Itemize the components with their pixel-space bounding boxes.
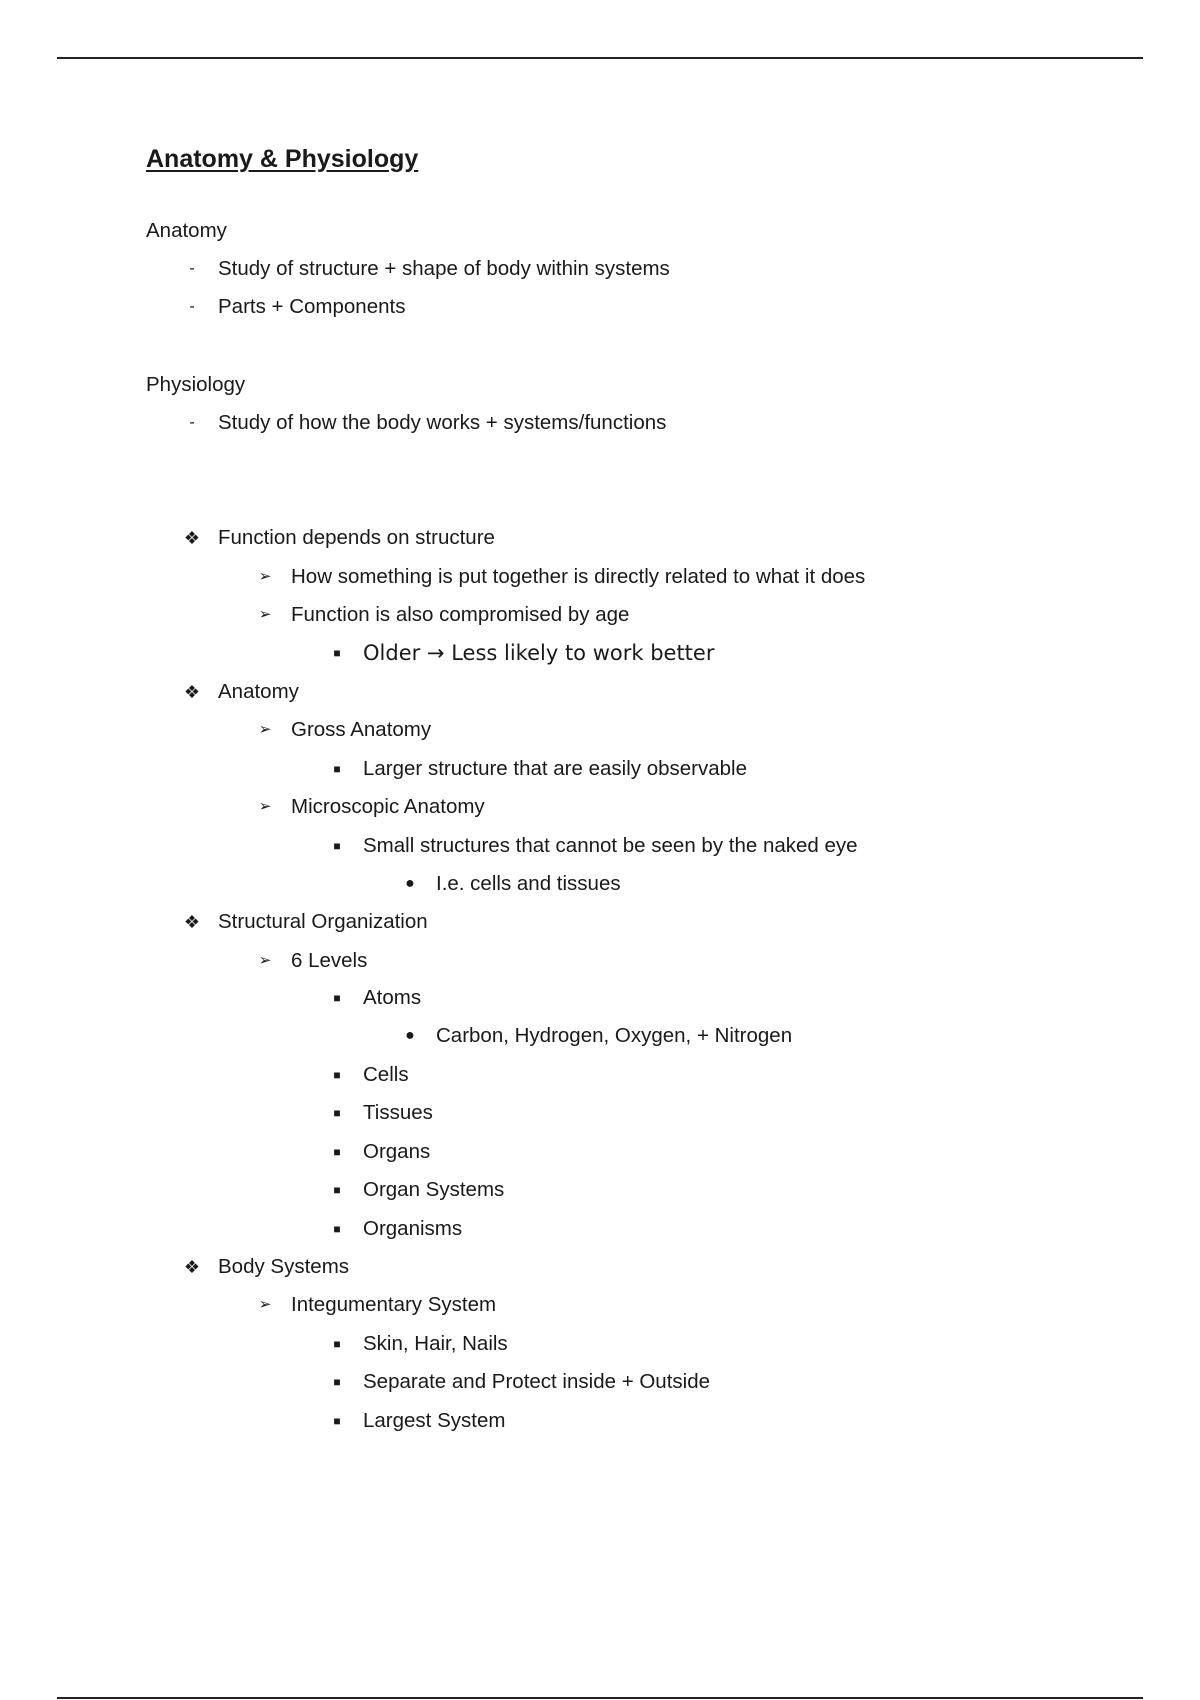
physiology-heading: Physiology <box>146 373 246 396</box>
list-item <box>0 833 1200 863</box>
square-bullet-icon: ■ <box>333 646 341 660</box>
list-item-text: Structural Organization <box>218 910 428 933</box>
list-item <box>0 717 1200 747</box>
square-bullet-icon: ■ <box>333 991 341 1005</box>
list-item <box>0 602 1200 632</box>
list-item-text: Atoms <box>363 986 422 1009</box>
list-item-text: Organisms <box>363 1217 463 1240</box>
list-item-text: Function depends on structure <box>218 526 495 549</box>
arrow-bullet-icon: ➢ <box>258 952 272 969</box>
list-item <box>0 1408 1200 1438</box>
arrow-bullet-icon: ➢ <box>258 1296 272 1313</box>
square-bullet-icon: ■ <box>333 839 341 853</box>
list-item <box>0 1139 1200 1169</box>
list-item <box>0 1292 1200 1322</box>
list-item-text: Separate and Protect inside + Outside <box>363 1370 711 1393</box>
list-item-text: Largest System <box>363 1409 506 1432</box>
diamond-bullet-icon: ❖ <box>183 1257 201 1277</box>
list-item <box>0 1023 1200 1053</box>
list-item <box>0 1177 1200 1207</box>
list-item-text: Cells <box>363 1063 409 1086</box>
list-item <box>0 871 1200 901</box>
list-item <box>0 525 1200 555</box>
list-item-text: Integumentary System <box>291 1293 497 1316</box>
list-item-text: Study of how the body works + systems/functions <box>218 411 667 434</box>
dash-bullet-icon: - <box>189 298 195 315</box>
list-item <box>0 1216 1200 1246</box>
diamond-bullet-icon: ❖ <box>183 682 201 702</box>
bottom-rule <box>57 1697 1143 1699</box>
list-item <box>0 410 1200 440</box>
square-bullet-icon: ■ <box>333 1222 341 1236</box>
list-item-text: Function is also compromised by age <box>291 603 630 626</box>
list-item <box>0 794 1200 824</box>
list-item-text: Tissues <box>363 1101 433 1124</box>
dash-bullet-icon: - <box>189 260 195 277</box>
arrow-bullet-icon: ➢ <box>258 606 272 623</box>
list-item-text: Microscopic Anatomy <box>291 795 485 818</box>
square-bullet-icon: ■ <box>333 1183 341 1197</box>
list-item <box>0 1254 1200 1284</box>
arrow-bullet-icon: ➢ <box>258 721 272 738</box>
list-item-text: Older → Less likely to work better <box>363 641 715 665</box>
anatomy-heading: Anatomy <box>146 219 227 242</box>
list-item-text: Anatomy <box>218 680 299 703</box>
list-item <box>0 909 1200 939</box>
list-item-text: Parts + Components <box>218 295 406 318</box>
top-rule <box>57 57 1143 59</box>
list-item-text: Organs <box>363 1140 431 1163</box>
square-bullet-icon: ■ <box>333 1375 341 1389</box>
list-item-text: Organ Systems <box>363 1178 505 1201</box>
list-item <box>0 985 1200 1015</box>
diamond-bullet-icon: ❖ <box>183 912 201 932</box>
page-title: Anatomy & Physiology <box>146 145 419 173</box>
list-item <box>0 640 1200 670</box>
arrow-bullet-icon: ➢ <box>258 568 272 585</box>
list-item <box>0 1062 1200 1092</box>
diamond-bullet-icon: ❖ <box>183 528 201 548</box>
list-item-text: Larger structure that are easily observable <box>363 757 748 780</box>
list-item <box>0 756 1200 786</box>
list-item-text: Gross Anatomy <box>291 718 432 741</box>
list-item <box>0 948 1200 978</box>
list-item <box>0 1369 1200 1399</box>
list-item-text: Skin, Hair, Nails <box>363 1332 508 1355</box>
list-item-text: Small structures that cannot be seen by the naked eye <box>363 834 858 857</box>
list-item-text: 6 Levels <box>291 949 368 972</box>
list-item <box>0 564 1200 594</box>
list-item-text: I.e. cells and tissues <box>436 872 621 895</box>
list-item <box>0 1331 1200 1361</box>
square-bullet-icon: ■ <box>333 762 341 776</box>
list-item <box>0 294 1200 324</box>
square-bullet-icon: ■ <box>333 1106 341 1120</box>
dash-bullet-icon: - <box>189 414 195 431</box>
list-item-text: How something is put together is directly related to what it does <box>291 565 866 588</box>
list-item <box>0 256 1200 286</box>
square-bullet-icon: ■ <box>333 1068 341 1082</box>
square-bullet-icon: ■ <box>333 1337 341 1351</box>
list-item-text: Study of structure + shape of body within systems <box>218 257 670 280</box>
square-bullet-icon: ■ <box>333 1145 341 1159</box>
list-item <box>0 679 1200 709</box>
list-item-text: Body Systems <box>218 1255 350 1278</box>
square-bullet-icon: ■ <box>333 1414 341 1428</box>
arrow-bullet-icon: ➢ <box>258 798 272 815</box>
dot-bullet-icon: ● <box>405 1027 415 1044</box>
dot-bullet-icon: ● <box>405 875 415 892</box>
list-item-text: Carbon, Hydrogen, Oxygen, + Nitrogen <box>436 1024 793 1047</box>
list-item <box>0 1100 1200 1130</box>
